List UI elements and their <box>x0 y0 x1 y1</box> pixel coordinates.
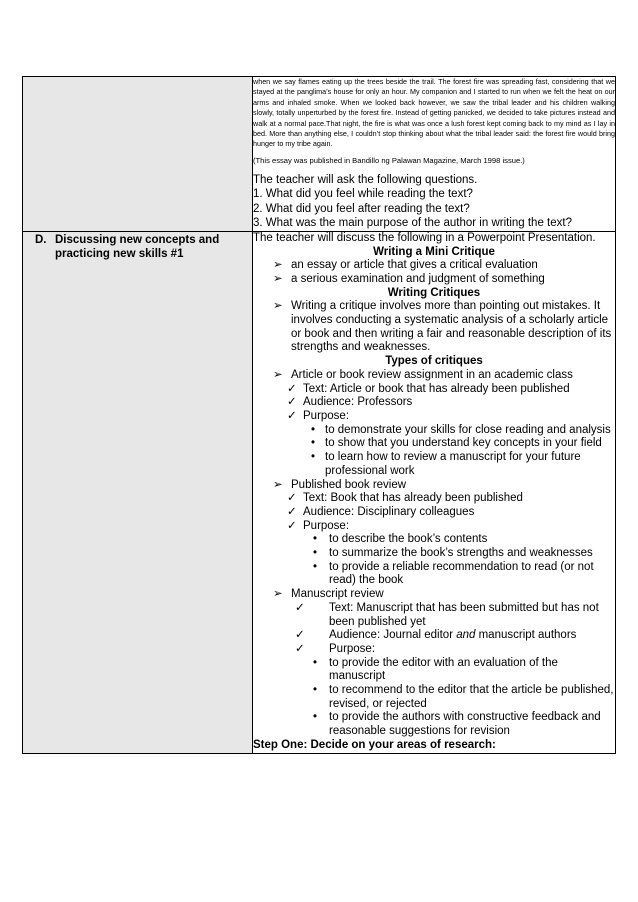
section-title: Discussing new concepts and practicing new skills #1 <box>55 233 220 261</box>
discussion-intro: The teacher will discuss the following in a Powerpoint Presentation. <box>253 231 596 244</box>
arrow-bullet-icon: ➢ <box>273 588 283 601</box>
lesson-plan-table <box>22 76 616 754</box>
check-icon: ✓ <box>295 629 305 642</box>
check-icon: ✓ <box>287 396 297 409</box>
check-icon: ✓ <box>287 409 297 422</box>
list-item: • to summarize the book’s strengths and weaknesses <box>313 547 593 560</box>
publication-note: (This essay was published in Bandillo ng Palawan Magazine, March 1998 issue.) <box>253 155 525 165</box>
arrow-bullet-icon: ➢ <box>273 368 283 381</box>
list-item: ✓ Purpose: <box>287 519 350 532</box>
section-label-cell <box>23 231 253 753</box>
right-cell-essay <box>253 77 616 232</box>
list-item: • to provide the authors with constructive feedback and reasonable suggestions for revision <box>313 711 601 738</box>
essay-text: when we say flames eating up the trees beside the trail. The forest fire was spreading fast, considering that we stayed at the panglima’s house for only an hour. My companion and I started to run when we felt the heat on our arms and inhaled smoke. When we looked back however, we saw the tribal leader and his children walking slowly, totally unperturbed by the forest fire. Instead of getting panicked, we decided to take pictures instead and walk at a normal pace.That night, the fire is what was once a lush forest kept coming back to my mind as I lay in bed. More than anything else, I couldn’t stop thinking about what the tribal leader said: the forest fire would bring hunger to my tribe again. <box>253 77 615 149</box>
heading-mini-critique: Writing a Mini Critique <box>373 245 495 258</box>
dot-bullet-icon: • <box>313 684 318 697</box>
heading-types-of-critiques: Types of critiques <box>385 355 483 368</box>
dot-bullet-icon: • <box>313 533 318 546</box>
left-cell-empty <box>23 77 253 232</box>
list-item: ➢ Writing a critique involves more than pointing out mistakes. It involves conducting a systematic analysis of a scholarly article or book and then writing a fair and reasonable description of its strengths and weaknesses. <box>273 300 612 354</box>
list-item: ➢ Manuscript review <box>273 588 384 601</box>
check-icon: ✓ <box>287 492 297 505</box>
dot-bullet-icon: • <box>311 451 316 464</box>
arrow-bullet-icon: ➢ <box>273 272 283 285</box>
list-item: ➢ an essay or article that gives a critical evaluation <box>273 259 538 272</box>
list-item: ➢ a serious examination and judgment of something <box>273 272 545 285</box>
section-letter: D. <box>35 233 47 246</box>
table-row <box>23 231 616 753</box>
check-icon: ✓ <box>287 505 297 518</box>
arrow-bullet-icon: ➢ <box>273 300 283 313</box>
list-item: • to describe the book’s contents <box>313 533 488 546</box>
list-item: • to demonstrate your skills for close reading and analysis <box>311 423 611 436</box>
list-item: ✓ Audience: Professors <box>287 396 413 409</box>
arrow-bullet-icon: ➢ <box>273 259 283 272</box>
check-icon: ✓ <box>295 601 305 614</box>
section-d-label <box>23 232 252 262</box>
dot-bullet-icon: • <box>313 547 318 560</box>
check-icon: ✓ <box>287 519 297 532</box>
dot-bullet-icon: • <box>313 656 318 669</box>
question-1: 1. What did you feel while reading the text? <box>253 188 473 201</box>
arrow-bullet-icon: ➢ <box>273 478 283 491</box>
check-icon: ✓ <box>287 382 297 395</box>
list-item: ✓ Purpose: <box>287 409 350 422</box>
dot-bullet-icon: • <box>311 423 316 436</box>
list-item: • to recommend to the editor that the article be published, revised, or rejected <box>313 684 614 710</box>
step-one-heading: Step One: Decide on your areas of research: <box>253 738 496 751</box>
section-content-cell <box>253 231 616 753</box>
list-item: ➢ Article or book review assignment in an academic class <box>273 368 573 381</box>
list-item: • to provide a reliable recommendation to read (or not read) the book <box>313 560 594 587</box>
question-2: 2. What did you feel after reading the text? <box>253 202 470 215</box>
list-item: • to provide the editor with an evaluation of the manuscript <box>313 656 558 683</box>
list-item: ✓ Text: Book that has already been published <box>287 492 523 505</box>
table-row <box>23 77 616 232</box>
audience-line: Audience: Journal editor and manuscript authors <box>329 629 577 642</box>
list-item: ✓ Text: Manuscript that has been submitted but has not been published yet <box>295 601 599 628</box>
list-item: • to learn how to review a manuscript for your future professional work <box>311 451 581 477</box>
dot-bullet-icon: • <box>313 711 318 724</box>
questions-intro: The teacher will ask the following questions. <box>253 173 478 186</box>
dot-bullet-icon: • <box>311 437 316 450</box>
list-item: ➢ Published book review <box>273 478 407 491</box>
heading-writing-critiques: Writing Critiques <box>387 286 481 299</box>
list-item: ✓ Audience: Disciplinary colleagues <box>287 505 475 518</box>
list-item: ✓ Text: Article or book that has already been published <box>287 382 570 395</box>
list-item: • to show that you understand key concepts in your field <box>311 437 602 450</box>
list-item: ✓ Purpose: <box>295 642 376 655</box>
dot-bullet-icon: • <box>313 560 318 573</box>
question-3: 3. What was the main purpose of the author in writing the text? <box>253 217 572 230</box>
check-icon: ✓ <box>295 642 305 655</box>
list-item <box>253 629 615 643</box>
